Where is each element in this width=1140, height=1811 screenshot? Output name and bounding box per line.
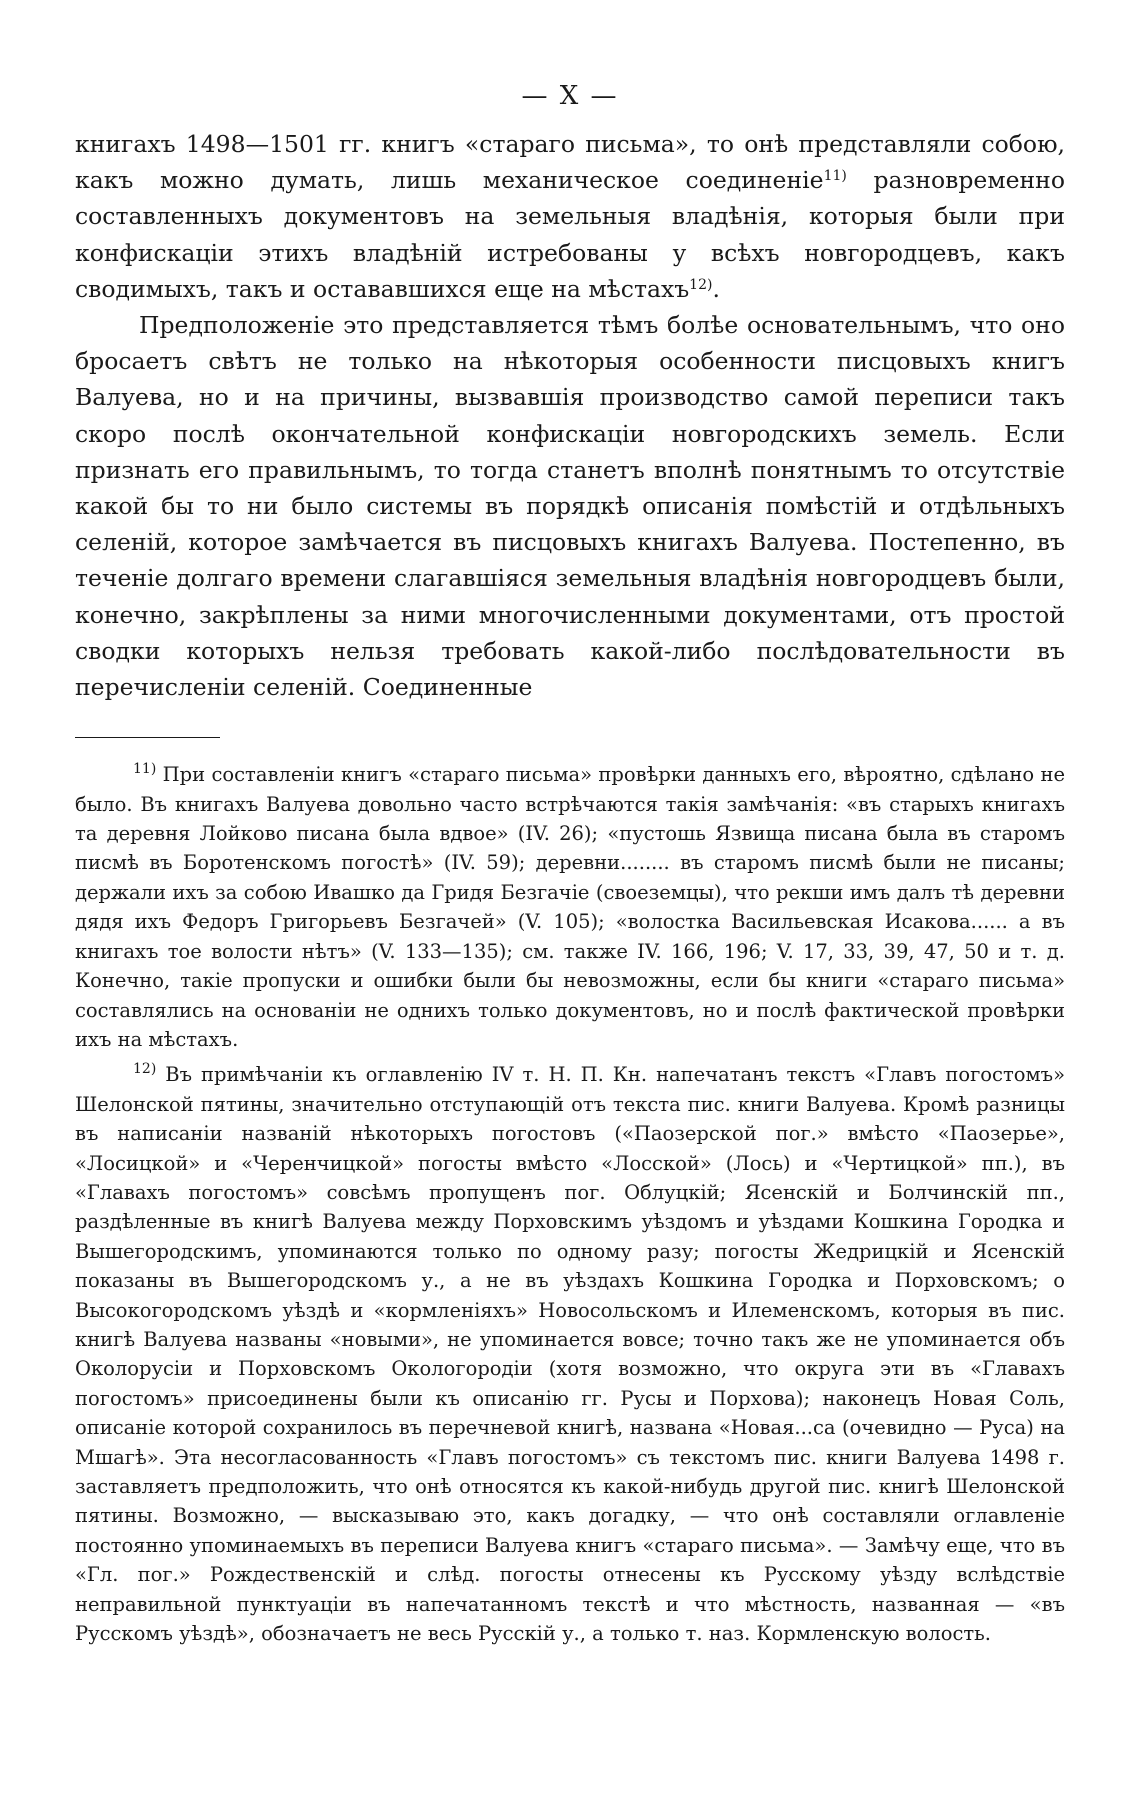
footnote-marker: 12) — [133, 1061, 157, 1078]
footnotes — [75, 760, 1065, 1648]
footnote-ref-11[interactable]: 11) — [823, 168, 847, 185]
footnote-separator — [75, 737, 220, 738]
footnote-text: Въ примѣчаніи къ оглавленію IV т. Н. П. Кн. напечатанъ текстъ «Главъ погостомъ» Шелонской пятины, значительно отступающій отъ текста пис. книги Валуева. Кромѣ разницы въ написаніи названій нѣкоторыхъ погостовъ («Паозерской пог.» вмѣсто «Паозерье», «Лосицкой» и «Черенчицкой» погосты вмѣсто «Лосской» (Лось) и «Чертицкой» пп.), въ «Главахъ погостомъ» совсѣмъ пропущенъ пог. Облуцкій; Ясенскій и Болчинскій пп., раздѣленные въ книгѣ Валуева между Порховскимъ уѣздомъ и уѣздами Кошкина Городка и Вышегородскимъ, упоминаются только по одному разу; погосты Жедрицкій и Ясенскій показаны въ Вышегородскомъ у., а не въ уѣздахъ Кошкина Городка и Порховскомъ; о Высокогородскомъ уѣздѣ и «кормленіяхъ» Новосольскомъ и Илеменскомъ, которыя въ пис. книгѣ Валуева названы «новыми», не упоминается вовсе; точно такъ же не упоминается объ Околорусіи и Порховскомъ Окологородіи (хотя возможно, что округа эти въ «Главахъ погостомъ» присоединены были къ описанію гг. Русы и Порхова); наконецъ Новая Соль, описаніе которой сохранилось въ перечневой книгѣ, названа «Новая...са (очевидно — Руса) на Мшагѣ». Эта несогласованность «Главъ погостомъ» съ текстомъ пис. книги Валуева 1498 г. заставляетъ предположить, что онѣ относятся къ какой-нибудь другой пис. книгѣ Шелонской пятины. Возможно, — высказываю это, какъ догадку, — что онѣ составляли оглавленіе постоянно упоминаемыхъ въ переписи Валуева книгъ «стараго письма». — Замѣчу еще, что въ «Гл. пог.» Рождественскій и слѣд. погосты отнесены къ Русскому уѣзду вслѣдствіе неправильной пунктуаціи въ напечатанномъ текстѣ и что мѣстность, названная — «въ Русскомъ уѣздѣ», обозначаетъ не весь Русскій у., а только т. наз. Кормленскую волость. — [75, 1063, 1065, 1646]
paragraph-text: разновременно составленныхъ документовъ на земельныя владѣнія, которыя были при конфискаціи этихъ владѣній истребованы у всѣхъ новгородцевъ, какъ сводимыхъ, такъ и остававшихся еще на мѣстахъ — [75, 166, 1065, 303]
paragraph-text: книгахъ 1498—1501 гг. книгъ «стараго письма», то онѣ представляли собою, какъ можно думать, лишь механическое соединеніе — [75, 130, 1065, 195]
paragraph: Предположеніе это представляется тѣмъ болѣе основательнымъ, что оно бросаетъ свѣтъ не только на нѣкоторыя особенности писцовыхъ книгъ Валуева, но и на причины, вызвавшія производство самой переписи такъ скоро послѣ окончательной конфискаціи новгородскихъ земель. Если признать его правильнымъ, то тогда станетъ вполнѣ понятнымъ то отсутствіе какой бы то ни было системы въ порядкѣ описанія помѣстій и отдѣльныхъ селеній, которое замѣчается въ писцовыхъ книгахъ Валуева. Постепенно, въ теченіе долгаго времени слагавшіяся земельныя владѣнія новгородцевъ были, конечно, закрѣплены за ними многочисленными документами, отъ простой сводки которыхъ нельзя требовать какой-либо послѣдовательности въ перечисленіи селеній. Соединенные — [75, 311, 1065, 702]
footnote-marker: 11) — [133, 761, 157, 778]
footnote-text: При составленіи книгъ «стараго письма» провѣрки данныхъ его, вѣроятно, сдѣлано не было. Въ книгахъ Валуева довольно часто встрѣчаются такія замѣчанія: «въ старыхъ книгахъ та деревня Лойково писана была вдвое» (IV. 26); «пустошь Язвища писана была въ старомъ писмѣ въ Боротенскомъ погостѣ» (IV. 59); деревни........ въ старомъ писмѣ были не писаны; держали ихъ за собою Ивашко да Гридя Безгачіе (своеземцы), что рекши имъ далъ тѣ деревни дядя ихъ Федоръ Григорьевъ Безгачей» (V. 105); «волостка Васильевская Исакова...... а въ книгахъ тое волости нѣтъ» (V. 133—135); см. также IV. 166, 196; V. 17, 33, 39, 47, 50 и т. д. Конечно, такіе пропуски и ошибки были бы невозможны, если бы книги «стараго письма» составлялись на основаніи не однихъ только документовъ, но и послѣ фактической провѣрки ихъ на мѣстахъ. — [75, 763, 1065, 1051]
main-text — [75, 126, 1065, 705]
page-number: — X — — [521, 81, 619, 111]
page — [75, 80, 1065, 1654]
footnote-12 — [75, 1060, 1065, 1648]
paragraph-text: . — [712, 274, 720, 303]
footnote-11 — [75, 760, 1065, 1054]
footnote-ref-12[interactable]: 12) — [689, 276, 713, 293]
paragraph-continuation — [75, 126, 1065, 307]
